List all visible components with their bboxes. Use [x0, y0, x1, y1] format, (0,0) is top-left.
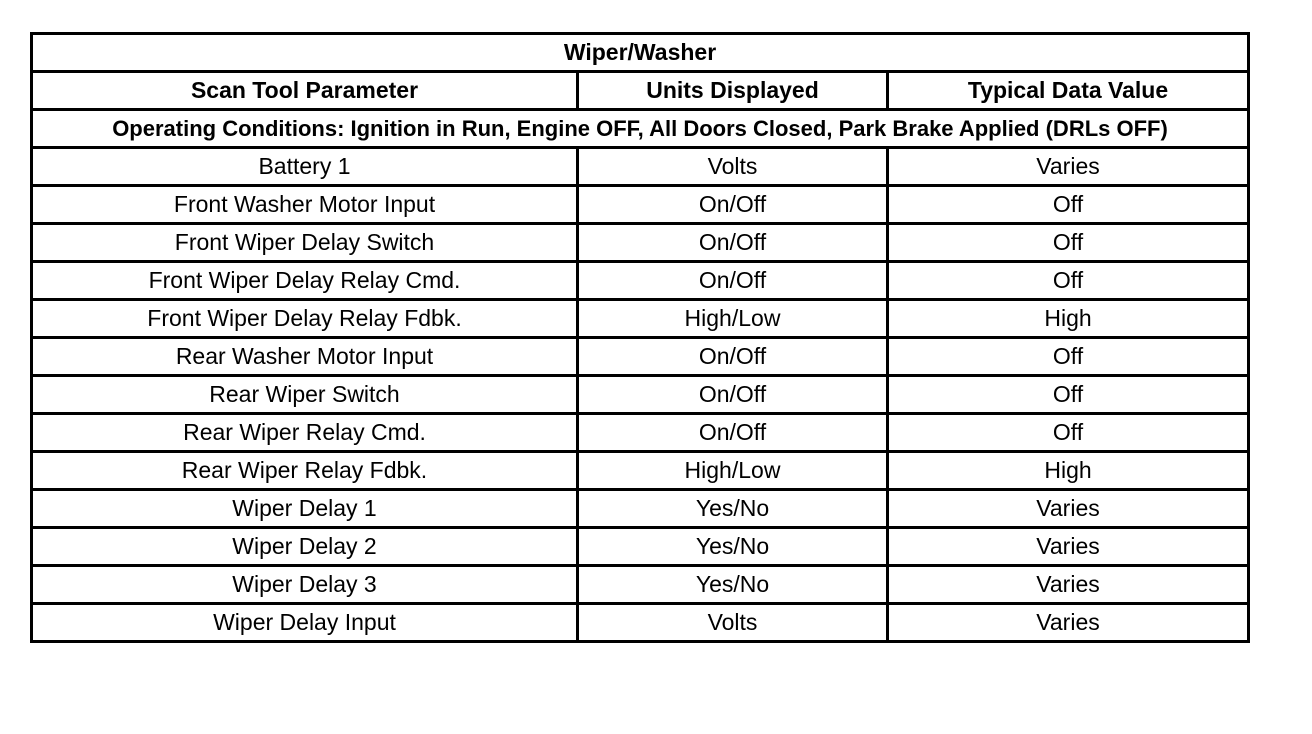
table-row [32, 224, 1249, 262]
parameter-cell: Rear Wiper Relay Cmd. [32, 414, 578, 452]
table-row [32, 566, 1249, 604]
parameter-cell: Front Wiper Delay Switch [32, 224, 578, 262]
column-header-parameter: Scan Tool Parameter [32, 72, 578, 110]
typical-value-cell: High [888, 300, 1249, 338]
units-cell: On/Off [578, 338, 888, 376]
units-cell: Yes/No [578, 566, 888, 604]
table-row [32, 300, 1249, 338]
column-header-typical-value: Typical Data Value [888, 72, 1249, 110]
typical-value-cell: Off [888, 338, 1249, 376]
units-cell: On/Off [578, 186, 888, 224]
table-title: Wiper/Washer [32, 34, 1249, 72]
parameter-cell: Wiper Delay Input [32, 604, 578, 642]
parameter-cell: Wiper Delay 3 [32, 566, 578, 604]
typical-value-cell: Varies [888, 604, 1249, 642]
parameter-cell: Wiper Delay 2 [32, 528, 578, 566]
wiper-washer-table [30, 32, 1250, 643]
units-cell: Yes/No [578, 528, 888, 566]
typical-value-cell: Off [888, 376, 1249, 414]
units-cell: Yes/No [578, 490, 888, 528]
table-row [32, 604, 1249, 642]
units-cell: High/Low [578, 452, 888, 490]
table-header-row [32, 72, 1249, 110]
table-row [32, 414, 1249, 452]
typical-value-cell: Off [888, 262, 1249, 300]
typical-value-cell: Varies [888, 566, 1249, 604]
parameter-cell: Rear Wiper Switch [32, 376, 578, 414]
parameter-cell: Battery 1 [32, 148, 578, 186]
table-row [32, 148, 1249, 186]
typical-value-cell: Off [888, 186, 1249, 224]
table-row [32, 528, 1249, 566]
table-row [32, 186, 1249, 224]
table-row [32, 338, 1249, 376]
typical-value-cell: Varies [888, 490, 1249, 528]
table-row [32, 452, 1249, 490]
column-header-units: Units Displayed [578, 72, 888, 110]
parameter-cell: Front Washer Motor Input [32, 186, 578, 224]
parameter-cell: Wiper Delay 1 [32, 490, 578, 528]
table-row [32, 490, 1249, 528]
table-body [32, 148, 1249, 642]
units-cell: Volts [578, 604, 888, 642]
table-row [32, 376, 1249, 414]
units-cell: On/Off [578, 262, 888, 300]
units-cell: On/Off [578, 224, 888, 262]
typical-value-cell: Off [888, 414, 1249, 452]
typical-value-cell: Varies [888, 528, 1249, 566]
operating-conditions-row [32, 110, 1249, 148]
parameter-cell: Front Wiper Delay Relay Cmd. [32, 262, 578, 300]
units-cell: On/Off [578, 414, 888, 452]
typical-value-cell: Varies [888, 148, 1249, 186]
parameter-cell: Rear Washer Motor Input [32, 338, 578, 376]
units-cell: High/Low [578, 300, 888, 338]
units-cell: On/Off [578, 376, 888, 414]
table-title-row [32, 34, 1249, 72]
operating-conditions: Operating Conditions: Ignition in Run, Engine OFF, All Doors Closed, Park Brake Applied (DRLs OFF) [32, 110, 1249, 148]
parameter-cell: Rear Wiper Relay Fdbk. [32, 452, 578, 490]
parameter-cell: Front Wiper Delay Relay Fdbk. [32, 300, 578, 338]
typical-value-cell: High [888, 452, 1249, 490]
units-cell: Volts [578, 148, 888, 186]
table-row [32, 262, 1249, 300]
typical-value-cell: Off [888, 224, 1249, 262]
